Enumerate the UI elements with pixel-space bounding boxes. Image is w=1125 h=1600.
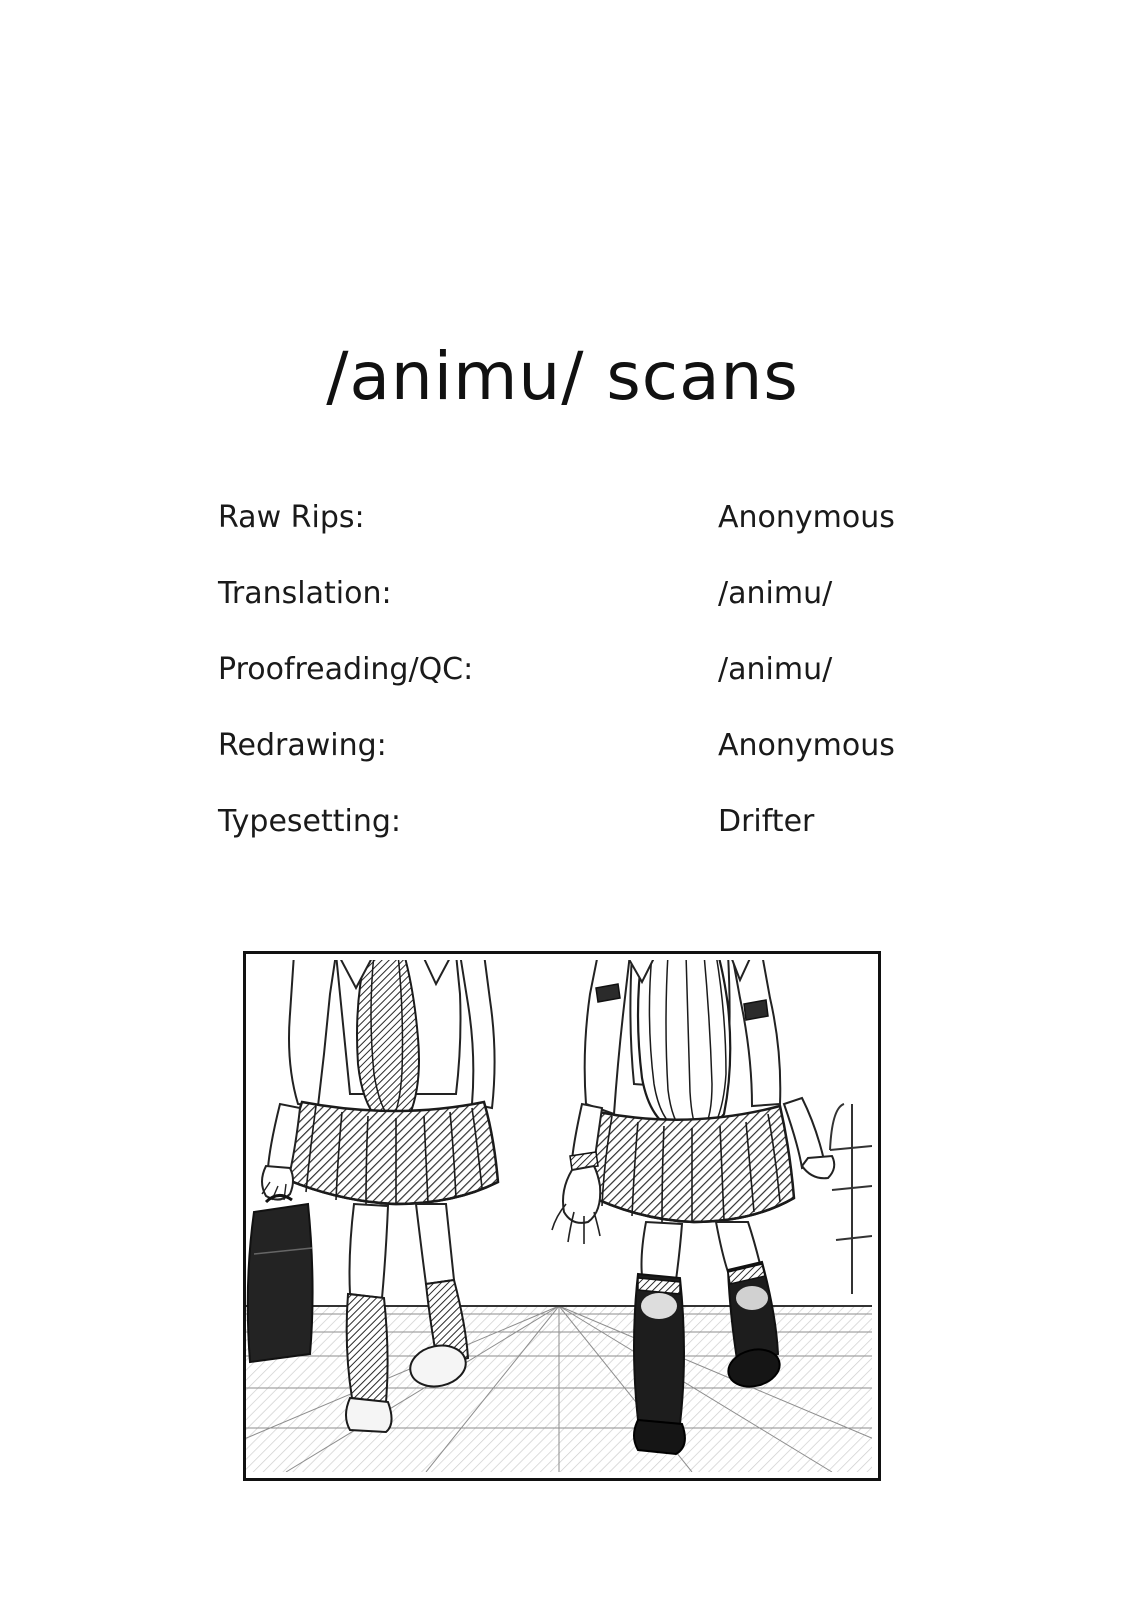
credit-role: Typesetting:: [218, 804, 402, 839]
school-bag: [248, 1204, 313, 1362]
credit-role: Raw Rips:: [218, 500, 365, 535]
list-item: [218, 728, 978, 804]
list-item: [218, 804, 978, 880]
list-item: [218, 652, 978, 728]
credit-name: /animu/: [718, 652, 833, 687]
credit-role: Proofreading/QC:: [218, 652, 474, 687]
page-title: /animu/ scans: [326, 338, 799, 415]
artwork-illustration: [246, 954, 872, 1472]
credit-name: Anonymous: [718, 500, 895, 535]
credits-list: [218, 500, 978, 880]
credit-name: Drifter: [718, 804, 815, 839]
credit-role: Redrawing:: [218, 728, 387, 763]
credit-name: /animu/: [718, 576, 833, 611]
credit-name: Anonymous: [718, 728, 895, 763]
list-item: [218, 576, 978, 652]
credit-role: Translation:: [218, 576, 392, 611]
floor-tiles: [246, 1306, 872, 1472]
list-item: [218, 500, 978, 576]
manga-artwork-panel: [243, 951, 881, 1481]
